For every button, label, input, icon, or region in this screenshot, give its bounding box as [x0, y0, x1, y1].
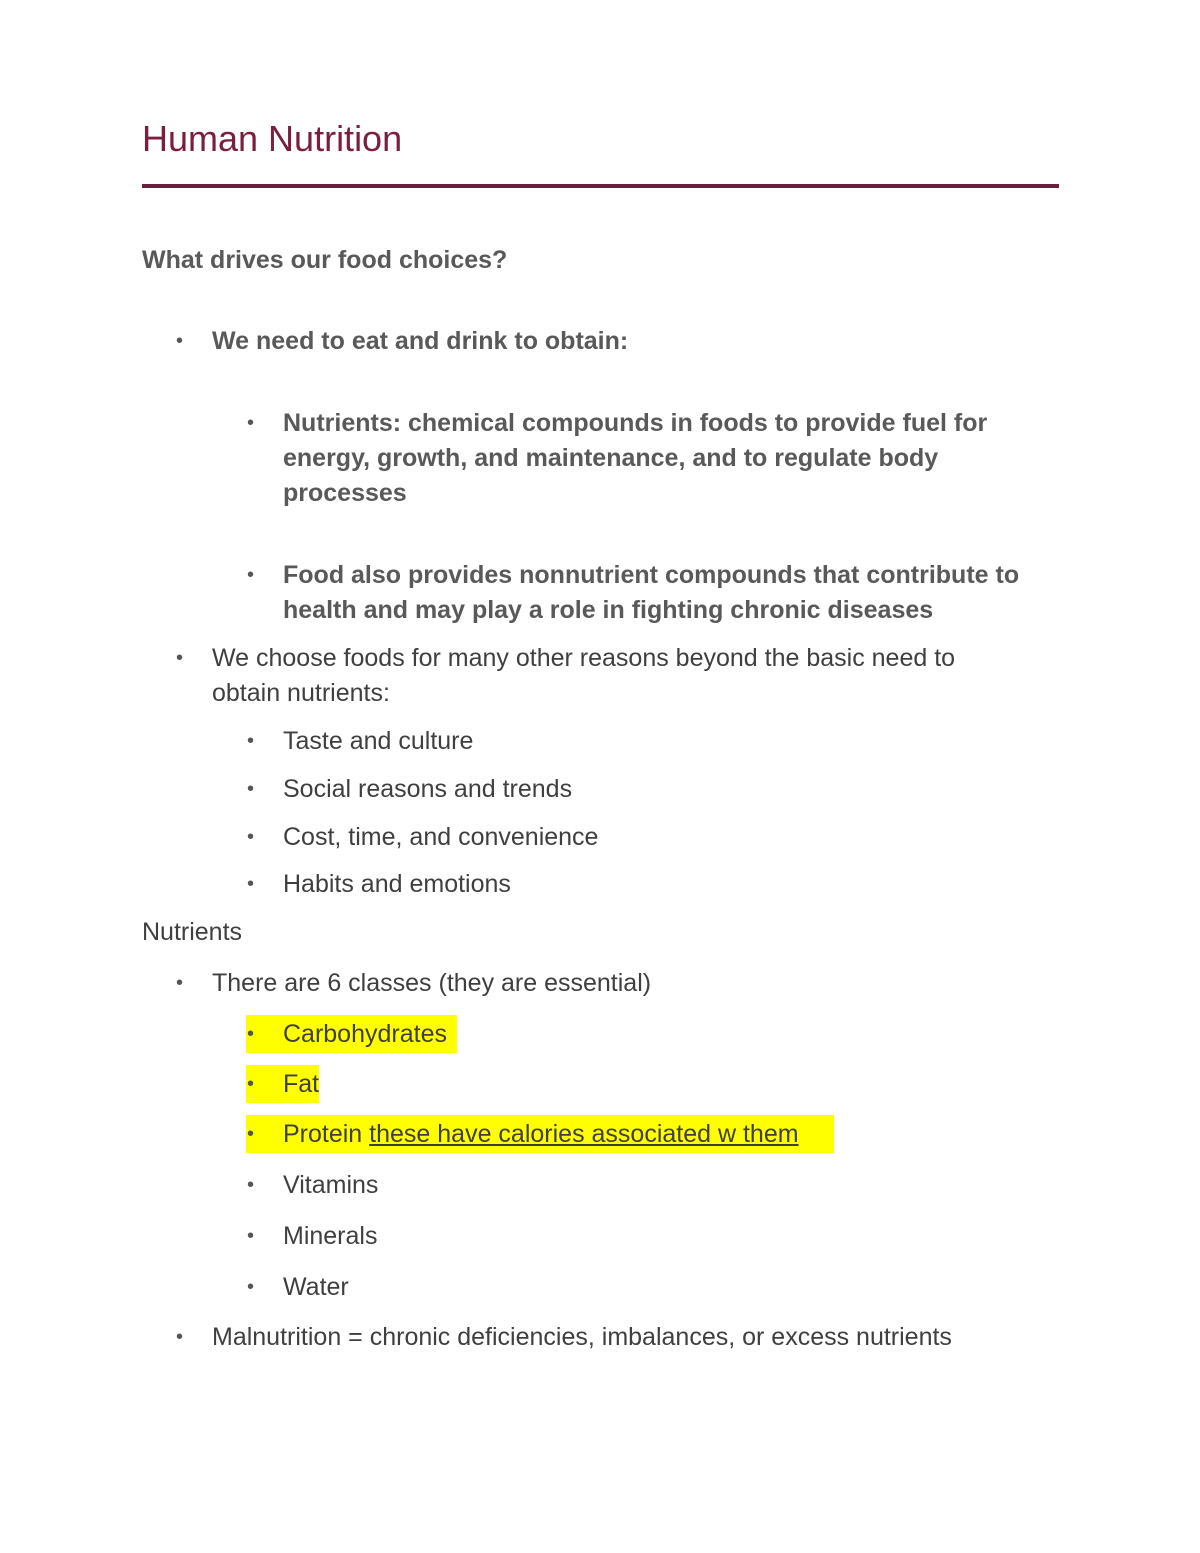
list-item: Social reasons and trends [283, 775, 573, 803]
section-heading-nutrients: Nutrients [142, 918, 243, 946]
bullet-icon: • [176, 1326, 184, 1348]
protein-label: Protein [283, 1120, 363, 1148]
bullet-icon: • [247, 826, 255, 848]
list-item: There are 6 classes (they are essential) [212, 969, 652, 997]
bullet-icon: • [247, 1276, 255, 1298]
list-item: Vitamins [283, 1171, 379, 1199]
list-item-continuation: health and may play a role in fighting chronic diseases [283, 596, 934, 624]
bullet-icon: • [247, 1225, 255, 1247]
bullet-icon: • [176, 647, 184, 669]
list-item: Food also provides nonnutrient compounds that contribute to [283, 561, 1020, 589]
list-item [283, 1117, 799, 1152]
title-divider [142, 184, 1059, 188]
bullet-icon: • [247, 730, 255, 752]
list-item: Fat [283, 1070, 320, 1098]
list-item: Minerals [283, 1222, 378, 1250]
bullet-icon: • [247, 1123, 255, 1145]
list-item: Malnutrition = chronic deficiencies, imbalances, or excess nutrients [212, 1323, 952, 1351]
list-item: Carbohydrates [283, 1020, 447, 1048]
protein-note: these have calories associated w them [369, 1120, 799, 1148]
bullet-icon: • [176, 972, 184, 994]
bullet-icon: • [247, 778, 255, 800]
list-item: Water [283, 1273, 349, 1301]
list-item-continuation: energy, growth, and maintenance, and to regulate body [283, 444, 939, 472]
bullet-icon: • [247, 1174, 255, 1196]
list-item: Nutrients: chemical compounds in foods to provide fuel for [283, 409, 988, 437]
bullet-icon: • [247, 564, 255, 586]
section-heading-food-choices: What drives our food choices? [142, 246, 508, 274]
bullet-icon: • [247, 1023, 255, 1045]
document-title: Human Nutrition [142, 118, 403, 159]
list-item: We choose foods for many other reasons beyond the basic need to [212, 644, 956, 672]
bullet-icon: • [247, 1073, 255, 1095]
list-item: We need to eat and drink to obtain: [212, 327, 629, 355]
list-item-continuation: processes [283, 479, 407, 507]
list-item: Cost, time, and convenience [283, 823, 599, 851]
bullet-icon: • [176, 330, 184, 352]
bullet-icon: • [247, 412, 255, 434]
list-item-continuation: obtain nutrients: [212, 679, 390, 707]
bullet-icon: • [247, 873, 255, 895]
list-item: Taste and culture [283, 727, 474, 755]
list-item: Habits and emotions [283, 870, 511, 898]
